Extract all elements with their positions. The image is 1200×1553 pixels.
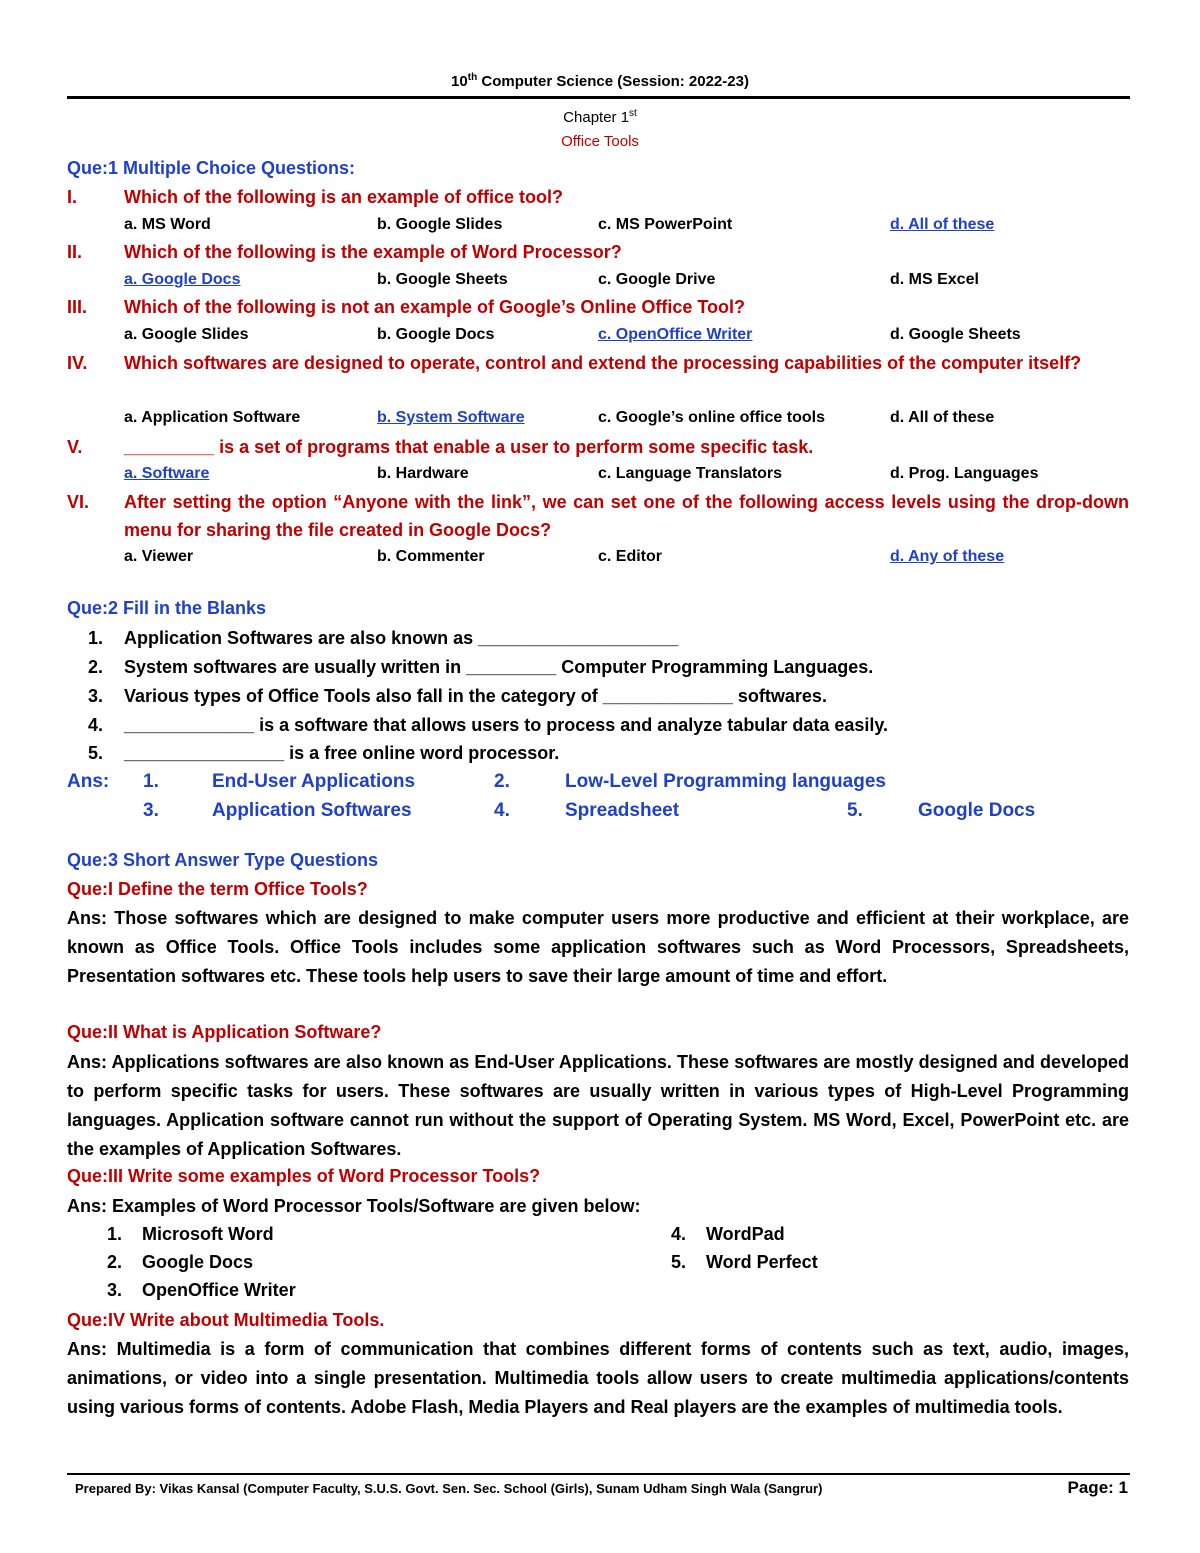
answer-iii: Ans: Examples of Word Processor Tools/Software are given below: [67,1196,641,1216]
header-title: Computer Science (Session: 2022-23) [477,73,749,90]
answer-text: Spreadsheet [565,800,680,821]
blank-number: 5. [88,743,104,763]
answer-text: Google Docs [918,800,1036,821]
question-number: V. [67,437,83,457]
question-number: I. [67,187,78,207]
example-text: Google Docs [142,1252,254,1272]
option-d: d. MS Excel [890,271,979,288]
class-suffix: th [467,72,478,83]
option-d: d. Prog. Languages [890,465,1039,482]
question-text: Which softwares are designed to operate, control and extend the processing capabilities of the computer itself? [124,353,1082,373]
q3-heading: Que:3 Short Answer Type Questions [67,850,379,870]
option-a-answer: a. Software [124,465,210,482]
answer-text: End-User Applications [212,771,416,792]
option-a: a. Google Slides [124,326,249,343]
page-number: Page: 1 [1067,1478,1128,1497]
option-b: b. Hardware [377,465,469,482]
example-text: Word Perfect [706,1252,818,1272]
answer-number: 5. [847,800,863,821]
example-number: 2. [107,1252,123,1272]
option-a: a. Viewer [124,548,194,565]
option-a: a. MS Word [124,216,211,233]
example-text: OpenOffice Writer [142,1280,296,1300]
blank-text: _____________ is a software that allows users to process and analyze tabular data easily. [124,715,889,735]
option-a-answer: a. Google Docs [124,271,241,288]
question-number: II. [67,242,83,262]
answer-number: 1. [143,771,159,792]
chapter-sup: st [629,108,637,119]
example-number: 3. [107,1280,123,1300]
option-c: c. MS PowerPoint [598,216,733,233]
chapter-subtitle: Office Tools [561,133,639,150]
question-number: IV. [67,353,88,373]
option-b: b. Google Docs [377,326,495,343]
option-d: d. Google Sheets [890,326,1021,343]
question-ii: Que:II What is Application Software? [67,1022,382,1042]
question-number: VI. [67,492,90,512]
blank-number: 3. [88,686,104,706]
option-c-answer: c. OpenOffice Writer [598,326,753,343]
answer-number: 3. [143,800,159,821]
example-number: 4. [671,1224,687,1244]
answer-text: Low-Level Programming languages [565,771,886,792]
blank-number: 2. [88,657,104,677]
option-d-answer: d. Any of these [890,548,1005,565]
answers-label: Ans: [67,771,110,792]
option-b: b. Google Slides [377,216,503,233]
answer-text: Application Softwares [212,800,412,821]
option-d-answer: d. All of these [890,216,995,233]
question-text: _________ is a set of programs that enable a user to perform some specific task. [124,437,814,457]
q2-heading: Que:2 Fill in the Blanks [67,598,267,618]
question-i: Que:I Define the term Office Tools? [67,879,368,899]
document-header [0,72,1200,90]
option-a: a. Application Software [124,409,301,426]
question-text: Which of the following is not an example of Google’s Online Office Tool? [124,297,746,317]
blank-text: ________________ is a free online word processor. [124,743,560,763]
example-text: Microsoft Word [142,1224,274,1244]
option-d: d. All of these [890,409,995,426]
answer-i: Ans: Those softwares which are designed to make computer users more productive and efficient at their workplace, are known as Office Tools. Office Tools includes some application softwares such as Word Processors, Spreadsheets, Presentation softwares etc. These tools help users to save their large amount of time and effort. [67,908,1129,986]
blank-number: 4. [88,715,104,735]
option-b: b. Google Sheets [377,271,508,288]
question-text: Which of the following is an example of office tool? [124,187,564,207]
answer-ii: Ans: Applications softwares are also known as End-User Applications. These softwares are mostly designed and developed to perform specific tasks for users. These softwares are usually written in various types of High-Level Programming languages. Application software cannot run without the support of Operating System. MS Word, Excel, PowerPoint etc. are the examples of Application Softwares. [67,1052,1129,1159]
class-number: 10 [451,73,468,90]
chapter-label: Chapter 1 [563,109,630,126]
option-b: b. Commenter [377,548,485,565]
blank-number: 1. [88,628,104,648]
answer-iv: Ans: Multimedia is a form of communication that combines different forms of contents such as text, audio, images, animations, or video into a single presentation. Multimedia tools allow users to create multimedia applications/contents using various forms of contents. Adobe Flash, Media Players and Real players are the examples of multimedia tools. [67,1339,1129,1417]
blank-text: Application Softwares are also known as ____________________ [124,628,679,648]
blank-text: Various types of Office Tools also fall in the category of _____________ softwares. [124,686,827,706]
answer-number: 2. [494,771,510,792]
question-iv: Que:IV Write about Multimedia Tools. [67,1310,385,1330]
option-c: c. Google’s online office tools [598,409,825,426]
chapter-title [0,108,1200,126]
question-iii: Que:III Write some examples of Word Processor Tools? [67,1166,541,1186]
answer-number: 4. [494,800,510,821]
option-c: c. Google Drive [598,271,716,288]
q1-heading: Que:1 Multiple Choice Questions: [67,158,356,178]
example-text: WordPad [706,1224,785,1244]
question-number: III. [67,297,88,317]
footer-rule [67,1473,1130,1475]
option-c: c. Language Translators [598,465,783,482]
question-text: After setting the option “Anyone with the link”, we can set one of the following access levels using the drop-down menu for sharing the file created in Google Docs? [124,492,1129,540]
header-rule [67,96,1130,99]
example-number: 5. [671,1252,687,1272]
option-b-answer: b. System Software [377,409,525,426]
footer-prepared-by: Prepared By: Vikas Kansal (Computer Faculty, S.U.S. Govt. Sen. Sec. School (Girls), Sunam Udham Singh Wala (Sangrur) [75,1481,823,1496]
option-c: c. Editor [598,548,663,565]
example-number: 1. [107,1224,123,1244]
question-text: Which of the following is the example of Word Processor? [124,242,622,262]
blank-text: System softwares are usually written in _________ Computer Programming Languages. [124,657,874,677]
